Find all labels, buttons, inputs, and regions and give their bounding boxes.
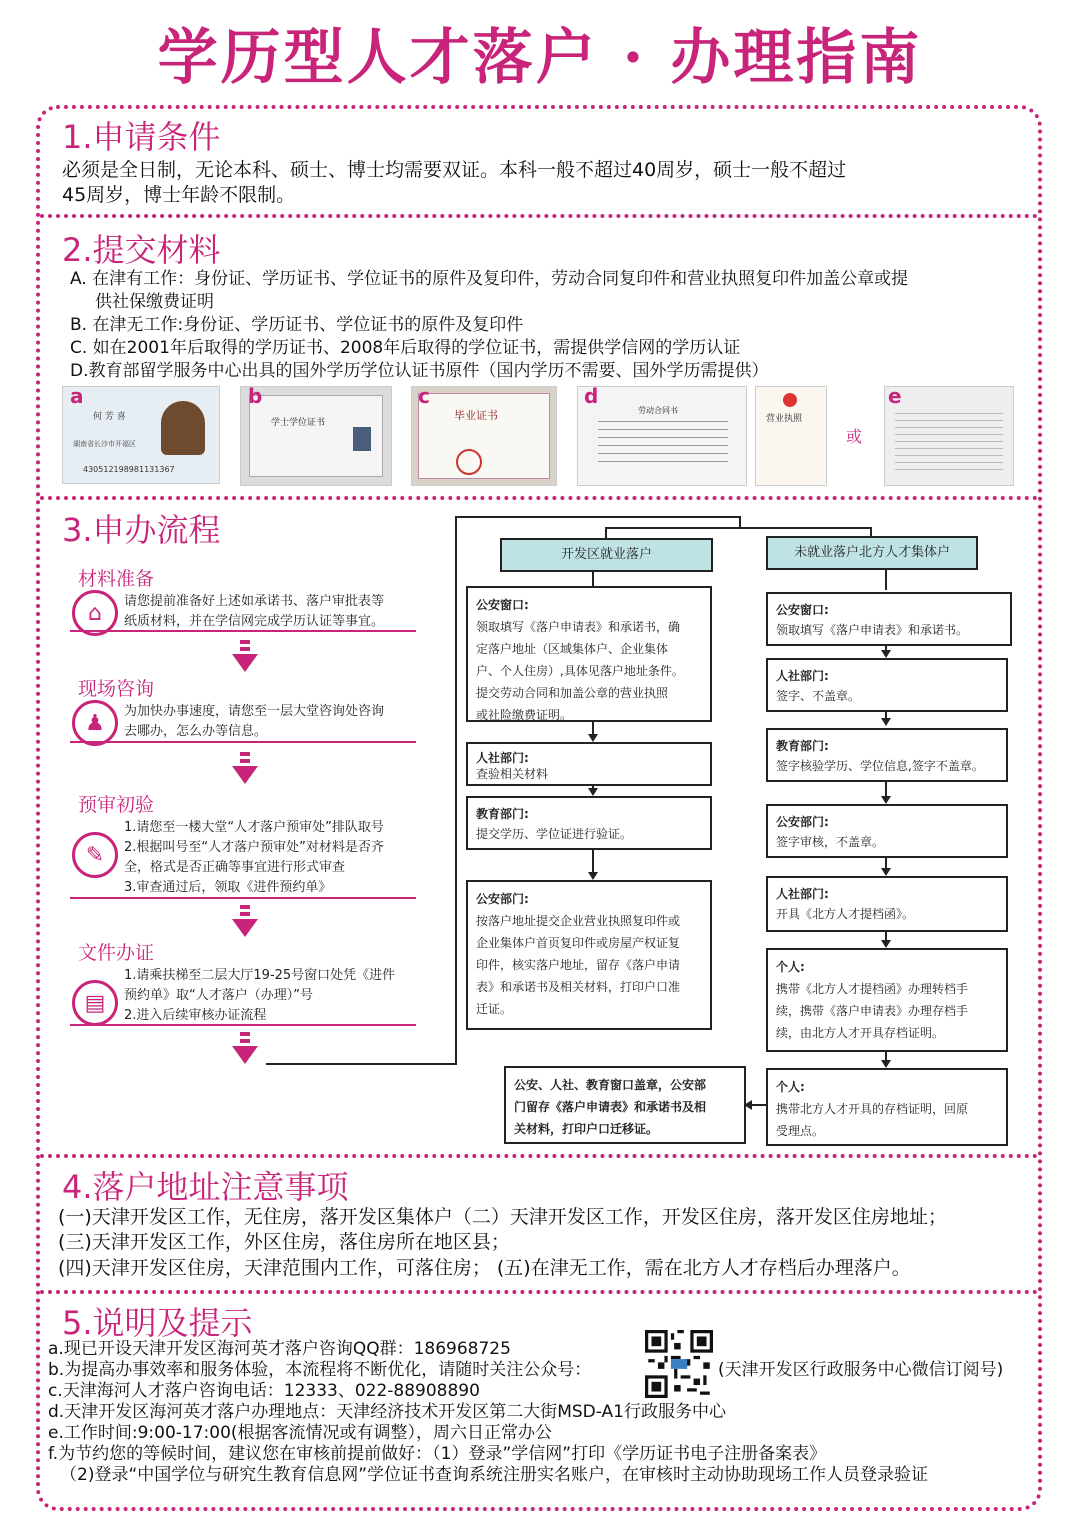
step-3-line-1: 1.请您至一楼大堂“人才落户预审处”排队取号 — [124, 820, 384, 835]
photo-label-c: c — [418, 384, 430, 408]
qr-code-icon[interactable] — [645, 1330, 713, 1398]
s2-item-c: C. 如在2001年后取得的学历证书、2008年后取得的学位证书，需提供学信网的学历认证 — [70, 338, 741, 358]
s4-line-1: (一)天津开发区工作，无住房，落开发区集体户（二）天津开发区工作，开发区住房，落开发区住房地址； — [58, 1206, 947, 1228]
down-arrow-icon — [232, 1032, 258, 1066]
id-card-photo: 何 芳 喜 湖南省长沙市开福区 430512198981131367 — [62, 386, 220, 484]
s5-e: e.工作时间:9:00-17:00(根据客流情况或有调整），周六日正常办公 — [48, 1423, 553, 1443]
flow-left-police-window: 公安窗口: 领取填写《落户申请表》和承诺书，确 定落户地址（区域集体户、企业集体 户、个人住房）,具体见落户地址条件。 提交劳动合同和加盖公章的营业执照 或社险缴费证明。 — [466, 586, 712, 722]
divider — [70, 897, 416, 899]
s4-line-2: (三)天津开发区工作，外区住房，落住房所在地区县； — [58, 1231, 510, 1253]
flow-final-box: 公安、人社、教育窗口盖章，公安部 门留存《落户申请表》和承诺书及相 关材料，打印户口迁移证。 — [504, 1066, 746, 1144]
divider — [70, 741, 416, 743]
section-3-heading: 3.申办流程 — [62, 511, 221, 549]
section-2-heading: 2.提交材料 — [62, 231, 221, 269]
step-3-line-4: 3.审查通过后，领取《进件预约单》 — [124, 880, 332, 895]
s2-item-d: D.教育部留学服务中心出具的国外学历学位认证书原件（国内学历不需要、国外学历需提供） — [70, 361, 769, 381]
down-arrow-icon — [232, 905, 258, 939]
or-text: 或 — [846, 427, 863, 446]
step-4-line-3: 2.进入后续审核办证流程 — [124, 1008, 267, 1023]
business-license-photo: 营业执照 — [755, 386, 827, 486]
divider — [40, 1154, 1038, 1158]
divider — [40, 1290, 1038, 1294]
certificate-icon: ▤ — [72, 980, 118, 1026]
down-arrow-icon — [232, 640, 258, 674]
s4-line-3: (四)天津开发区住房，天津范围内工作，可落住房； (五)在津无工作，需在北方人才存档后办理落户。 — [58, 1257, 911, 1279]
step-3-title: 预审初验 — [78, 794, 155, 816]
step-2-line-1: 为加快办事速度，请您至一层大堂咨询处咨询 — [124, 704, 385, 719]
flow-right-individual: 个人: 携带《北方人才提档函》办理转档手 续，携带《落户申请表》办理存档手 续，由北方人才开具存档证明。 — [766, 948, 1008, 1052]
step-3-line-2: 2.根据叫号至“人才落户预审处”对材料是否齐 — [124, 840, 384, 855]
step-1-line-1: 请您提前准备好上述如承诺书、落户审批表等 — [124, 594, 385, 609]
grad-cert-photo: 毕业证书 — [411, 386, 557, 486]
s5-d: d.天津开发区海河英才落户办理地点：天津经济技术开发区第二大街MSD-A1行政服务中心 — [48, 1402, 726, 1422]
flow-right-police-window: 公安窗口: 领取填写《落户申请表》和承诺书。 — [766, 592, 1012, 646]
flow-head-employed: 开发区就业落户 — [500, 538, 713, 572]
step-1-line-2: 纸质材料，并在学信网完成学历认证等事宜。 — [124, 614, 385, 629]
s5-b-account: (天津开发区行政服务中心微信订阅号) — [718, 1360, 1004, 1380]
page-title: 学历型人才落户 · 办理指南 — [157, 23, 923, 93]
photo-label-a: a — [70, 384, 84, 408]
s5-g: （2)登录“中国学位与研究生教育信息网”学位证书查询系统注册实名账户，在审核时主动协助现场工作人员登录验证 — [60, 1465, 929, 1485]
degree-cert-photo: 学士学位证书 — [240, 386, 392, 486]
step-4-title: 文件办证 — [78, 942, 155, 964]
s2-item-a: A. 在津有工作：身份证、学历证书、学位证书的原件及复印件，劳动合同复印件和营业执照复印件加盖公章或提 — [70, 269, 909, 289]
divider — [70, 1024, 416, 1026]
divider — [40, 496, 1038, 500]
s1-line2: 45周岁，博士年龄不限制。 — [62, 184, 296, 206]
flow-right-hr-dept: 人社部门: 签字、不盖章。 — [766, 658, 1008, 712]
flow-right-hr-dept-2: 人社部门: 开具《北方人才提档函》。 — [766, 876, 1008, 932]
section-5-heading: 5.说明及提示 — [62, 1304, 253, 1342]
flow-left-hr-dept: 人社部门: 查验相关材料 — [466, 742, 712, 786]
photo-label-b: b — [248, 384, 263, 408]
step-4-line-1: 1.请乘扶梯至二层大厅19-25号窗口处凭《进件 — [124, 968, 396, 983]
home-icon: ⌂ — [72, 590, 118, 636]
labor-contract-photo: 劳动合同书 — [577, 386, 747, 486]
s2-item-a-cont: 供社保缴费证明 — [95, 292, 214, 312]
consult-person-icon: ♟ — [72, 700, 118, 746]
photo-label-e: e — [888, 384, 902, 408]
step-1-title: 材料准备 — [78, 568, 155, 590]
flow-head-unemployed: 未就业落户北方人才集体户 — [766, 536, 978, 570]
divider — [70, 630, 416, 632]
step-4-line-2: 预约单》取“人才落户（办理）”号 — [124, 988, 313, 1003]
divider — [40, 214, 1038, 218]
section-4-heading: 4.落户地址注意事项 — [62, 1168, 349, 1206]
flow-left-edu-dept: 教育部门: 提交学历、学位证进行验证。 — [466, 796, 712, 850]
flow-right-edu-dept: 教育部门: 签字核验学历、学位信息,签字不盖章。 — [766, 728, 1008, 782]
document-check-icon: ✎ — [72, 832, 118, 878]
s2-item-b: B. 在津无工作:身份证、学历证书、学位证书的原件及复印件 — [70, 315, 524, 335]
down-arrow-icon — [232, 752, 258, 786]
s5-c: c.天津海河人才落户咨询电话：12333、022-88908890 — [48, 1381, 480, 1401]
section-1-heading: 1.申请条件 — [62, 118, 221, 156]
flow-right-police-dept: 公安部门: 签字审核，不盖章。 — [766, 804, 1008, 858]
step-2-line-2: 去哪办，怎么办等信息。 — [124, 724, 268, 739]
flow-right-individual-2: 个人: 携带北方人才开具的存档证明，回原 受理点。 — [766, 1068, 1008, 1146]
photo-label-d: d — [584, 384, 599, 408]
step-2-title: 现场咨询 — [78, 678, 155, 700]
s5-a: a.现已开设天津开发区海河英才落户咨询QQ群：186968725 — [48, 1339, 511, 1359]
social-insurance-photo — [884, 386, 1014, 486]
flow-left-police-dept: 公安部门: 按落户地址提交企业营业执照复印件或 企业集体户首页复印件或房屋产权证复 印件，核实落户地址，留存《落户申请 表》和承诺书及相关材料，打印户口准 迁证。 — [466, 880, 712, 1030]
s1-line1: 必须是全日制，无论本科、硕士、博士均需要双证。本科一般不超过40周岁，硕士一般不超过 — [62, 159, 847, 181]
s5-f: f.为节约您的等候时间，建议您在审核前提前做好：（1）登录”学信网”打印《学历证书电子注册备案表》 — [48, 1444, 827, 1464]
step-3-line-3: 全，格式是否正确等事宜进行形式审查 — [124, 860, 346, 875]
s5-b: b.为提高办事效率和服务体验，本流程将不断优化，请随时关注公众号： — [48, 1360, 592, 1380]
